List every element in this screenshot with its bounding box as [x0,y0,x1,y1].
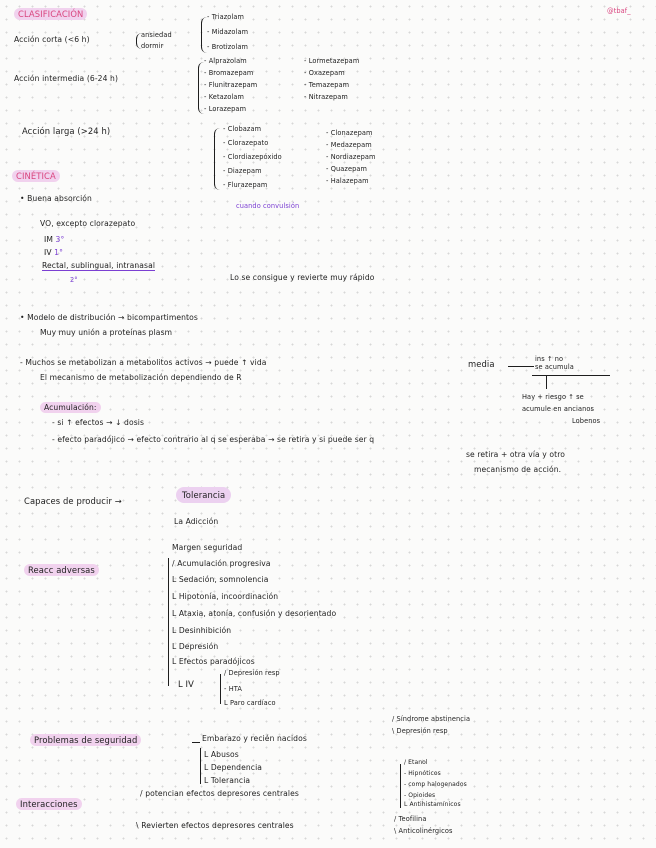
potencian-item: / Etanol [404,759,428,766]
corta-item: - Midazolam [207,28,249,36]
larga-item: - Clobazam [223,125,262,133]
revierten: \ Revierten efectos depresores centrales [136,821,294,830]
larga-item: - Medazepam [326,141,372,149]
problemas-seguridad-title [30,736,141,746]
larga-item: - Clorazepato [223,139,269,147]
larga-item: - Quazepam [326,165,368,173]
larga-item: - Diazepam [223,167,262,175]
potencian-item: - Hipnóticos [404,770,441,777]
larga-item: - Clordiazepóxido [223,153,282,161]
rams-item: Margen seguridad [172,543,243,552]
interacciones-title [16,800,82,810]
larga-item: - Clonazepam [326,129,373,137]
intermedia-item: - Alprazolam [204,57,247,65]
intermedia-item: - Lorazepam [204,105,247,113]
iv-bracket [220,674,221,704]
rams-bracket [168,558,169,686]
union-proteinas: Muy muy unión a proteínas plasm [40,328,173,337]
metabolizan-line: - Muchos se metabolizan a metabolitos activos → puede ↑ vida [20,358,267,367]
acumulacion-title-text: Acumulación: [40,402,101,413]
intermedia-item: - Bromazepam [204,69,254,77]
larga-item: - Flurazepam [223,181,268,189]
corta-dormir: dormir [141,42,164,50]
intermedia-item: - Flunitrazepam [204,81,258,89]
buena-absorcion: • Buena absorción [20,194,92,203]
rams-iv: L IV [178,679,194,689]
corta-ansiedad: ansiedad [141,31,172,39]
problemas-item: L Dependencia [204,763,263,772]
embarazo-item: / Síndrome abstinencia [392,715,471,723]
rams-item: L Sedación, somnolencia [172,575,269,584]
rectal-note: Lo se consigue y revierte muy rápido [230,273,375,282]
cinetica-title [12,172,60,182]
larga-item: - Halazepam [326,177,369,185]
corta-item: - Brotizolam [207,43,249,51]
reacc-adversas-title-text: Reacc adversas [24,564,99,576]
rams-item: / Acumulación progresiva [172,559,271,568]
larga-brace [214,128,223,190]
tolerancia-word-text: Tolerancia [176,487,231,503]
riesgo-arrow [546,375,547,389]
acumulacion-line-3: se retira + otra vía y otro [466,450,566,459]
intermedia-item: - Temazepam [304,81,350,89]
ins-no-acumula: ins ↑ no [535,355,564,363]
problemas-item: L Abusos [204,750,239,759]
accion-intermedia-label: Acción intermedia (6-24 h) [14,74,119,83]
riesgo-3: Lobenos [572,417,601,425]
im-line: IM 3° [44,235,65,244]
clasificacion-title-text: CLASIFICACIÓN [14,8,87,20]
rectal-num: 2° [70,276,78,284]
mecanismo-line: El mecanismo de metabolización dependiendo de R [40,373,242,382]
acumulacion-title [40,404,101,413]
problemas-seguridad-title-text: Problemas de seguridad [30,734,141,746]
iv-line: IV 1° [44,248,63,257]
rams-item: L Depresión [172,642,219,651]
problemas-bracket [200,748,201,784]
embarazo-item: \ Depresión resp [392,727,448,735]
corta-item: - Triazolam [207,13,245,21]
accion-corta-label: Acción corta (<6 h) [14,35,90,44]
larga-item: - Nordiazepam [326,153,376,161]
iv-item: - HTA [224,685,242,693]
media-arrow-line [508,366,534,367]
clasificacion-title [14,10,87,20]
intermedia-item: - Lormetazepam [304,57,360,65]
problemas-dash [192,742,200,743]
riesgo-2: acumule en ancianos [522,405,595,413]
potencian: / potencian efectos depresores centrales [140,789,299,798]
potencian-item: L Antihistamínicos [404,801,461,808]
watermark: @tbaf_ [607,7,631,15]
tolerancia-word [176,491,231,501]
interacciones-title-text: Interacciones [16,798,82,810]
rams-item: L Ataxia, atonía, confusión y desorientado [172,609,337,618]
vo-line: VO, excepto clorazepato [40,219,136,228]
intermedia-item: - Nitrazepam [304,93,348,101]
revierten-item: \ Anticolinérgicos [394,827,453,835]
intermedia-item: - Ketazolam [204,93,245,101]
potencian-item: - comp halogenados [404,781,467,788]
rams-item: L Desinhibición [172,626,232,635]
capaces-producir: Capaces de producir → [24,496,122,506]
problemas-item: L Tolerancia [204,776,251,785]
modelo-distribucion: • Modelo de distribución → bicompartimentos [20,313,198,322]
iv-item: L Paro cardíaco [224,699,276,707]
iv-item: / Depresión resp [224,669,280,677]
acumulacion-line-1: - si ↑ efectos → ↓ dosis [52,418,145,427]
acumulacion-line-4: mecanismo de acción. [474,465,562,474]
rams-item: L Hipotonía, incoordinación [172,592,279,601]
accion-larga-label: Acción larga (>24 h) [22,126,111,136]
reacc-adversas-title [24,566,99,576]
se-acumula: se acumula [535,363,574,371]
potencian-bracket [400,764,401,808]
embarazo: Embarazo y recién nacidos [202,734,307,743]
revierten-item: / Teofilina [394,815,427,823]
vida-media: media [468,359,495,369]
cuando-convulsion: cuando convulsión [236,202,300,210]
rectal-line: Rectal, sublingual, intranasal [42,261,156,270]
ins-underline [532,375,610,376]
riesgo-1: Hay + riesgo ↑ se [522,393,584,401]
adiccion: La Adicción [174,517,219,526]
intermedia-item: - Oxazepam [304,69,345,77]
cinetica-title-text: CINÉTICA [12,170,60,182]
rams-item: L Efectos paradójicos [172,657,255,666]
potencian-item: - Opioides [404,792,436,799]
acumulacion-line-2: - efecto paradójico → efecto contrario al q se esperaba → se retira y si puede ser q [52,435,375,444]
